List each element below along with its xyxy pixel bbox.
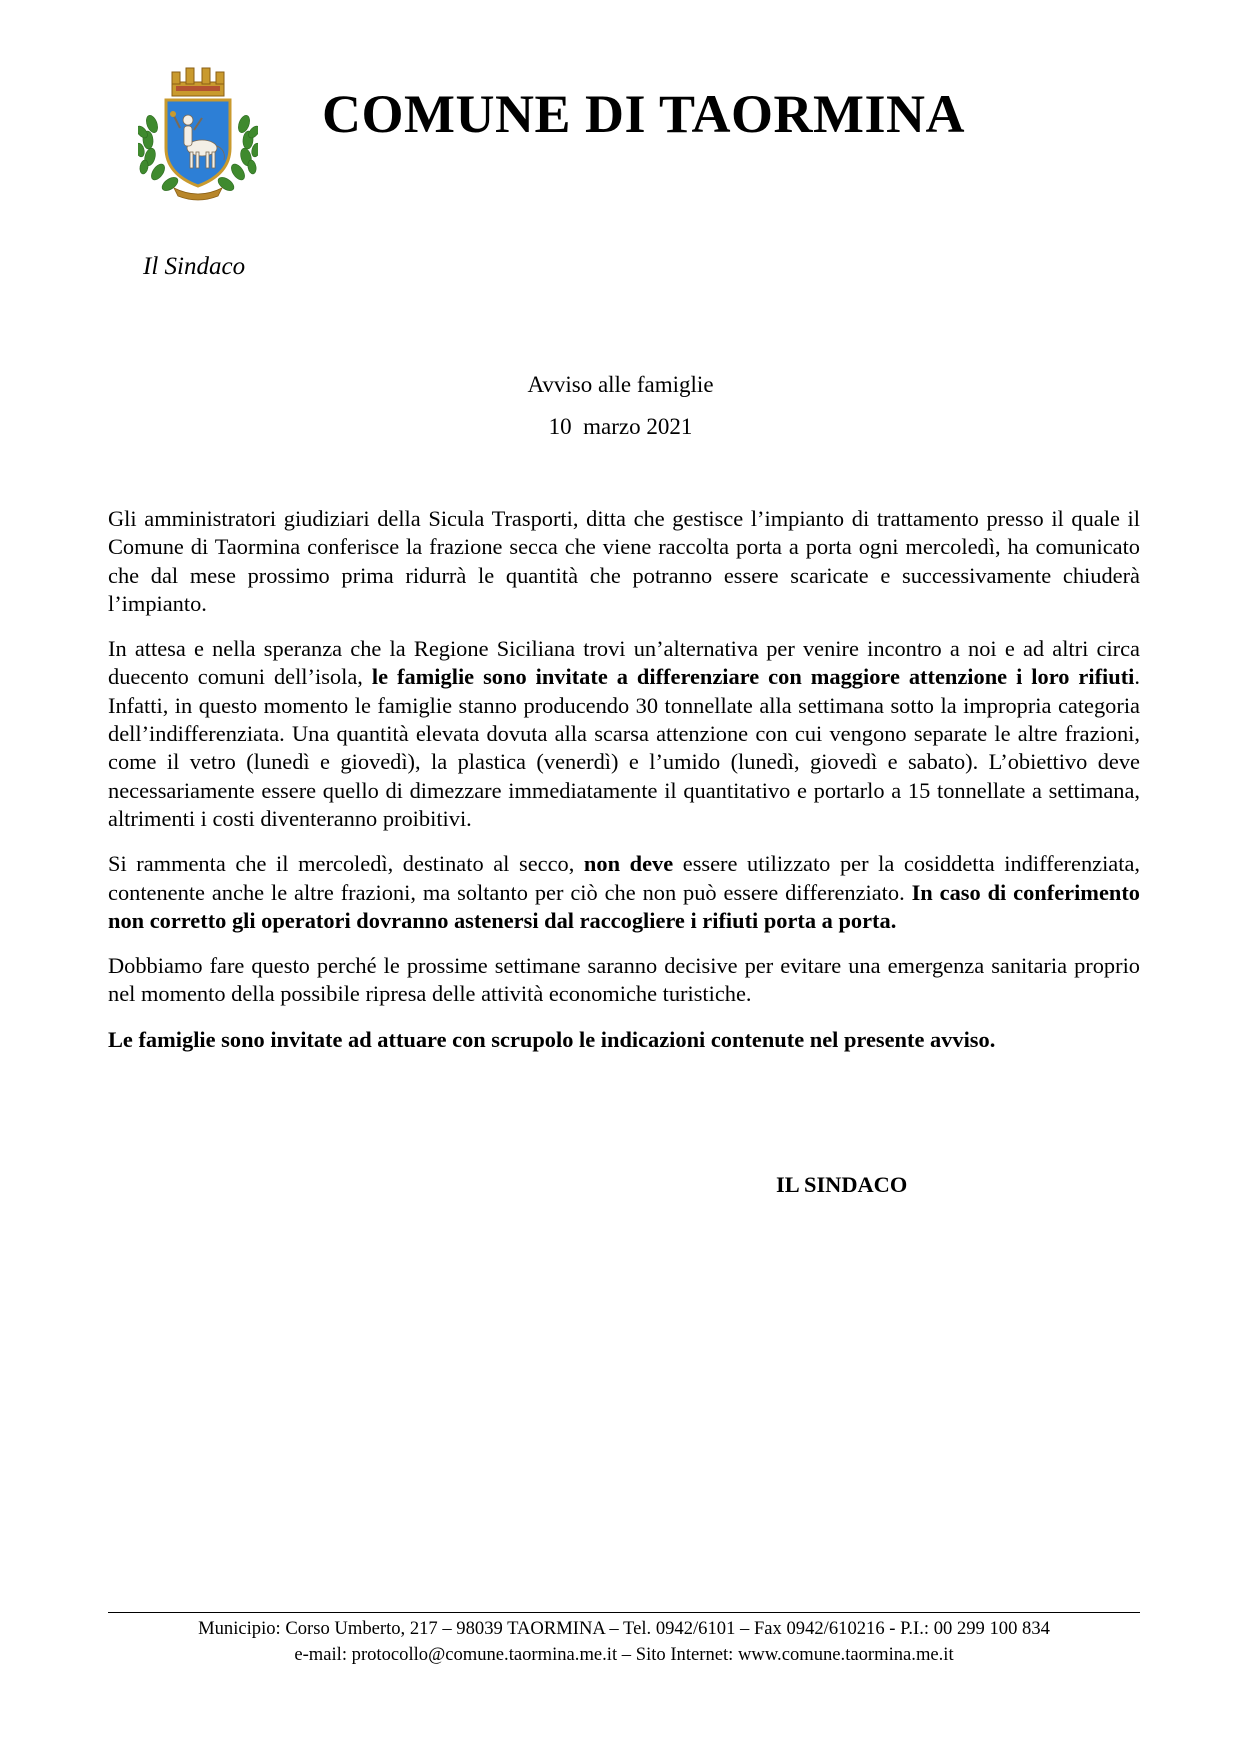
paragraph-1: Gli amministratori giudiziari della Sicula Trasporti, ditta che gestisce l’impianto di trattamento presso il quale il Comune di Taormina conferisce la frazione secca che viene raccolta porta a porta ogni mercoledì, ha comunicato che dal mese prossimo prima ridurrà le quantità che potranno essere scaricate e successivamente chiuderà l’impianto. xyxy=(108,506,1140,616)
notice-title: Avviso alle famiglie xyxy=(527,372,714,397)
paragraph-4: Dobbiamo fare questo perché le prossime settimane saranno decisive per evitare una emergenza sanitaria proprio nel momento della possibile ripresa delle attività economiche turistiche. xyxy=(108,953,1140,1007)
paragraph-5-bold: Le famiglie sono invitate ad attuare con scrupolo le indicazioni contenute nel presente avviso. xyxy=(108,1026,996,1052)
paragraph-2-bold: le famiglie sono invitate a differenziare con maggiore attenzione i loro rifiuti xyxy=(371,664,1135,690)
footer-address: Municipio: Corso Umberto, 217 – 98039 TAORMINA – Tel. 0942/6101 – Fax 0942/610216 - P.I.: 00 299 100 834 xyxy=(198,1618,1050,1639)
paragraph-3-bold-2: In caso di conferimento non corretto gli operatori dovranno astenersi dal raccogliere i rifiuti porta a porta. xyxy=(108,879,1140,933)
taormina-coat-of-arms-icon xyxy=(138,54,258,204)
paragraph-5 xyxy=(108,1026,1140,1054)
paragraph-3-text-b: essere utilizzato per la cosiddetta indifferenziata, contenente anche le altre frazioni, ma soltanto per ciò che non può essere differenziato. xyxy=(108,851,1140,905)
paragraph-2 xyxy=(108,635,1140,833)
paragraph-2-text-b: . Infatti, in questo momento le famiglie stanno producendo 30 tonnellate alla settimana sotto la impropria categoria dell’indifferenziata. Una quantità elevata dovuta alla scarsa attenzione con cui vengono separate le altre frazioni, come il vetro (lunedì e giovedì), la plastica (venerdì) e l’umido (lunedì, giovedì e sabato). L’obiettivo deve necessariamente essere quello di dimezzare immediatamente il quantitativo e portarlo a 15 tonnellate a settimana, altrimenti i costi diventeranno proibitivi. xyxy=(108,664,1140,831)
paragraph-2-text-a: In attesa e nella speranza che la Regione Siciliana trovi un’alternativa per venire incontro a noi e ad altri circa duecento comuni dell’isola, xyxy=(108,636,1140,690)
footer-contacts: e-mail: protocollo@comune.taormina.me.it – Sito Internet: www.comune.taormina.me.it xyxy=(294,1644,954,1665)
footer xyxy=(108,1616,1140,1668)
signature: IL SINDACO xyxy=(776,1172,908,1197)
paragraph-3-bold-1: non deve xyxy=(583,851,674,877)
paragraph-3-text-a: Si rammenta che il mercoledì, destinato al secco, xyxy=(108,851,584,877)
page-title: COMUNE DI TAORMINA xyxy=(322,84,965,144)
paragraph-3 xyxy=(108,850,1140,935)
notice-date: 10 marzo 2021 xyxy=(548,414,693,439)
footer-divider xyxy=(108,1612,1140,1613)
office-label: Il Sindaco xyxy=(143,253,246,280)
notice-body xyxy=(108,505,1140,1071)
